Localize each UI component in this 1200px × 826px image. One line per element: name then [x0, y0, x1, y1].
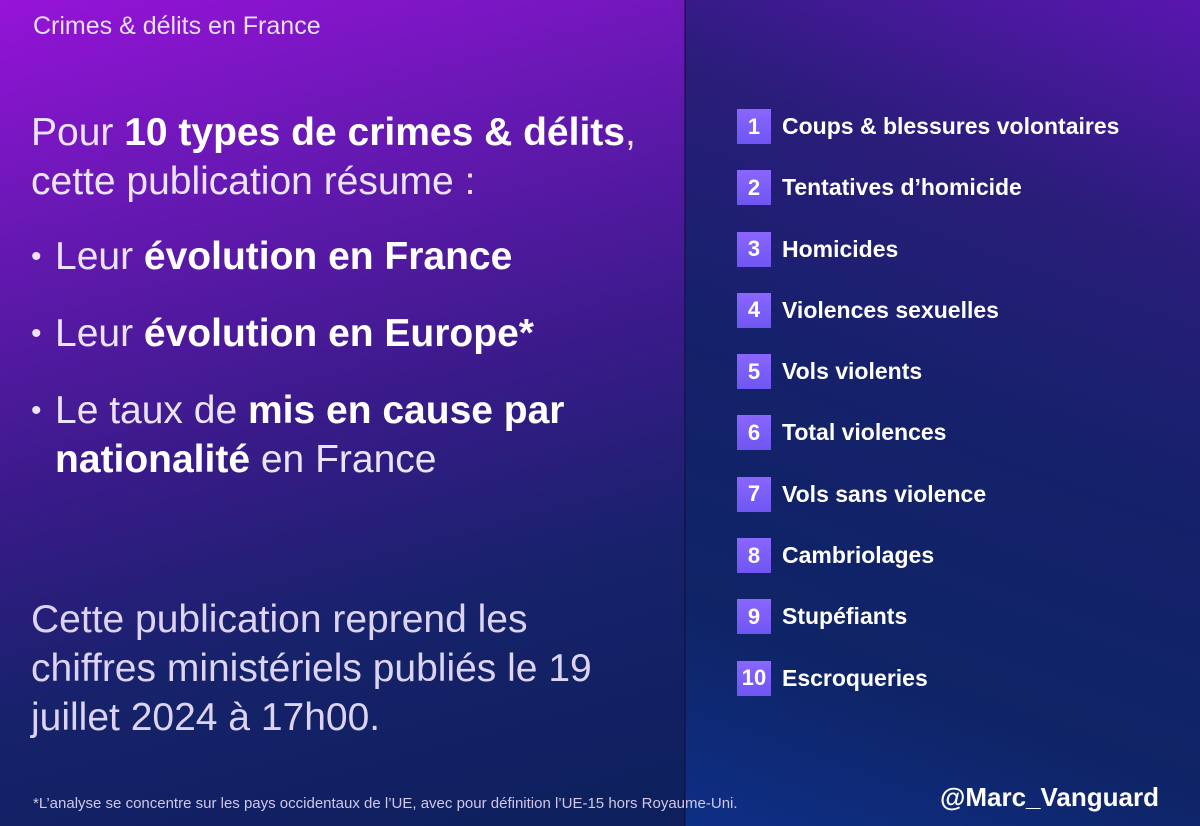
- crime-type-label: Violences sexuelles: [782, 296, 999, 323]
- summary-bullets: [31, 232, 671, 512]
- crime-type-label: Total violences: [782, 419, 947, 446]
- panel-divider: [684, 0, 686, 826]
- number-badge: 4: [737, 293, 771, 328]
- slide-title: Crimes & délits en France: [33, 12, 321, 40]
- bullet-strong: évolution en France: [143, 235, 513, 278]
- author-handle: @Marc_Vanguard: [940, 782, 1159, 812]
- list-item: [737, 538, 1119, 573]
- crime-type-label: Vols sans violence: [782, 480, 987, 507]
- bullet-post: en France: [250, 438, 437, 481]
- crime-type-label: Coups & blessures volontaires: [782, 113, 1120, 139]
- bullet-pre: Leur: [55, 312, 144, 355]
- bullet-item: [31, 309, 671, 358]
- number-badge: 7: [737, 477, 771, 512]
- crime-type-label: Escroqueries: [782, 664, 928, 691]
- crime-type-label: Homicides: [782, 235, 899, 262]
- bullet-strong: mis en cause par nationalité: [55, 389, 565, 481]
- bullet-icon: •: [31, 394, 42, 427]
- intro-line2: cette publication résume :: [31, 160, 476, 203]
- crime-type-label: Vols violents: [782, 358, 923, 385]
- bullet-item: [31, 232, 671, 281]
- number-badge: 10: [737, 661, 771, 696]
- footnote: *L’analyse se concentre sur les pays occidentaux de l’UE, avec pour définition l’UE-15 hors Royaume-Uni.: [33, 795, 738, 812]
- number-badge: 5: [737, 354, 771, 389]
- list-item: [737, 477, 1119, 512]
- list-item: [737, 661, 1119, 696]
- crime-type-label: Stupéfiants: [782, 603, 908, 630]
- crime-type-label: Cambriolages: [782, 542, 935, 569]
- number-badge: 9: [737, 599, 771, 634]
- bullet-icon: •: [31, 240, 42, 273]
- list-item: [737, 109, 1119, 144]
- bullet-pre: Le taux de: [55, 389, 248, 432]
- bullet-pre: Leur: [55, 235, 144, 278]
- number-badge: 6: [737, 415, 771, 450]
- crime-type-list: [737, 109, 1119, 722]
- source-note: Cette publication reprend les chiffres ministériels publiés le 19 juillet 2024 à 17h00.: [31, 598, 592, 739]
- crime-type-label: Tentatives d’homicide: [782, 174, 1022, 201]
- list-item: [737, 599, 1119, 634]
- number-badge: 8: [737, 538, 771, 573]
- number-badge: 3: [737, 232, 771, 267]
- intro-part2: ,: [624, 111, 636, 154]
- number-badge: 2: [737, 170, 771, 205]
- bullet-icon: •: [31, 317, 42, 350]
- intro-part1: Pour: [31, 111, 125, 154]
- list-item: [737, 354, 1119, 389]
- bullet-strong: évolution en Europe*: [143, 312, 534, 355]
- list-item: [737, 415, 1119, 450]
- intro-strong: 10 types de crimes & délits: [124, 111, 625, 154]
- list-item: [737, 293, 1119, 328]
- list-item: [737, 170, 1119, 205]
- bullet-item: [31, 386, 671, 484]
- intro-text: [31, 108, 671, 206]
- list-item: [737, 232, 1119, 267]
- number-badge: 1: [737, 109, 771, 144]
